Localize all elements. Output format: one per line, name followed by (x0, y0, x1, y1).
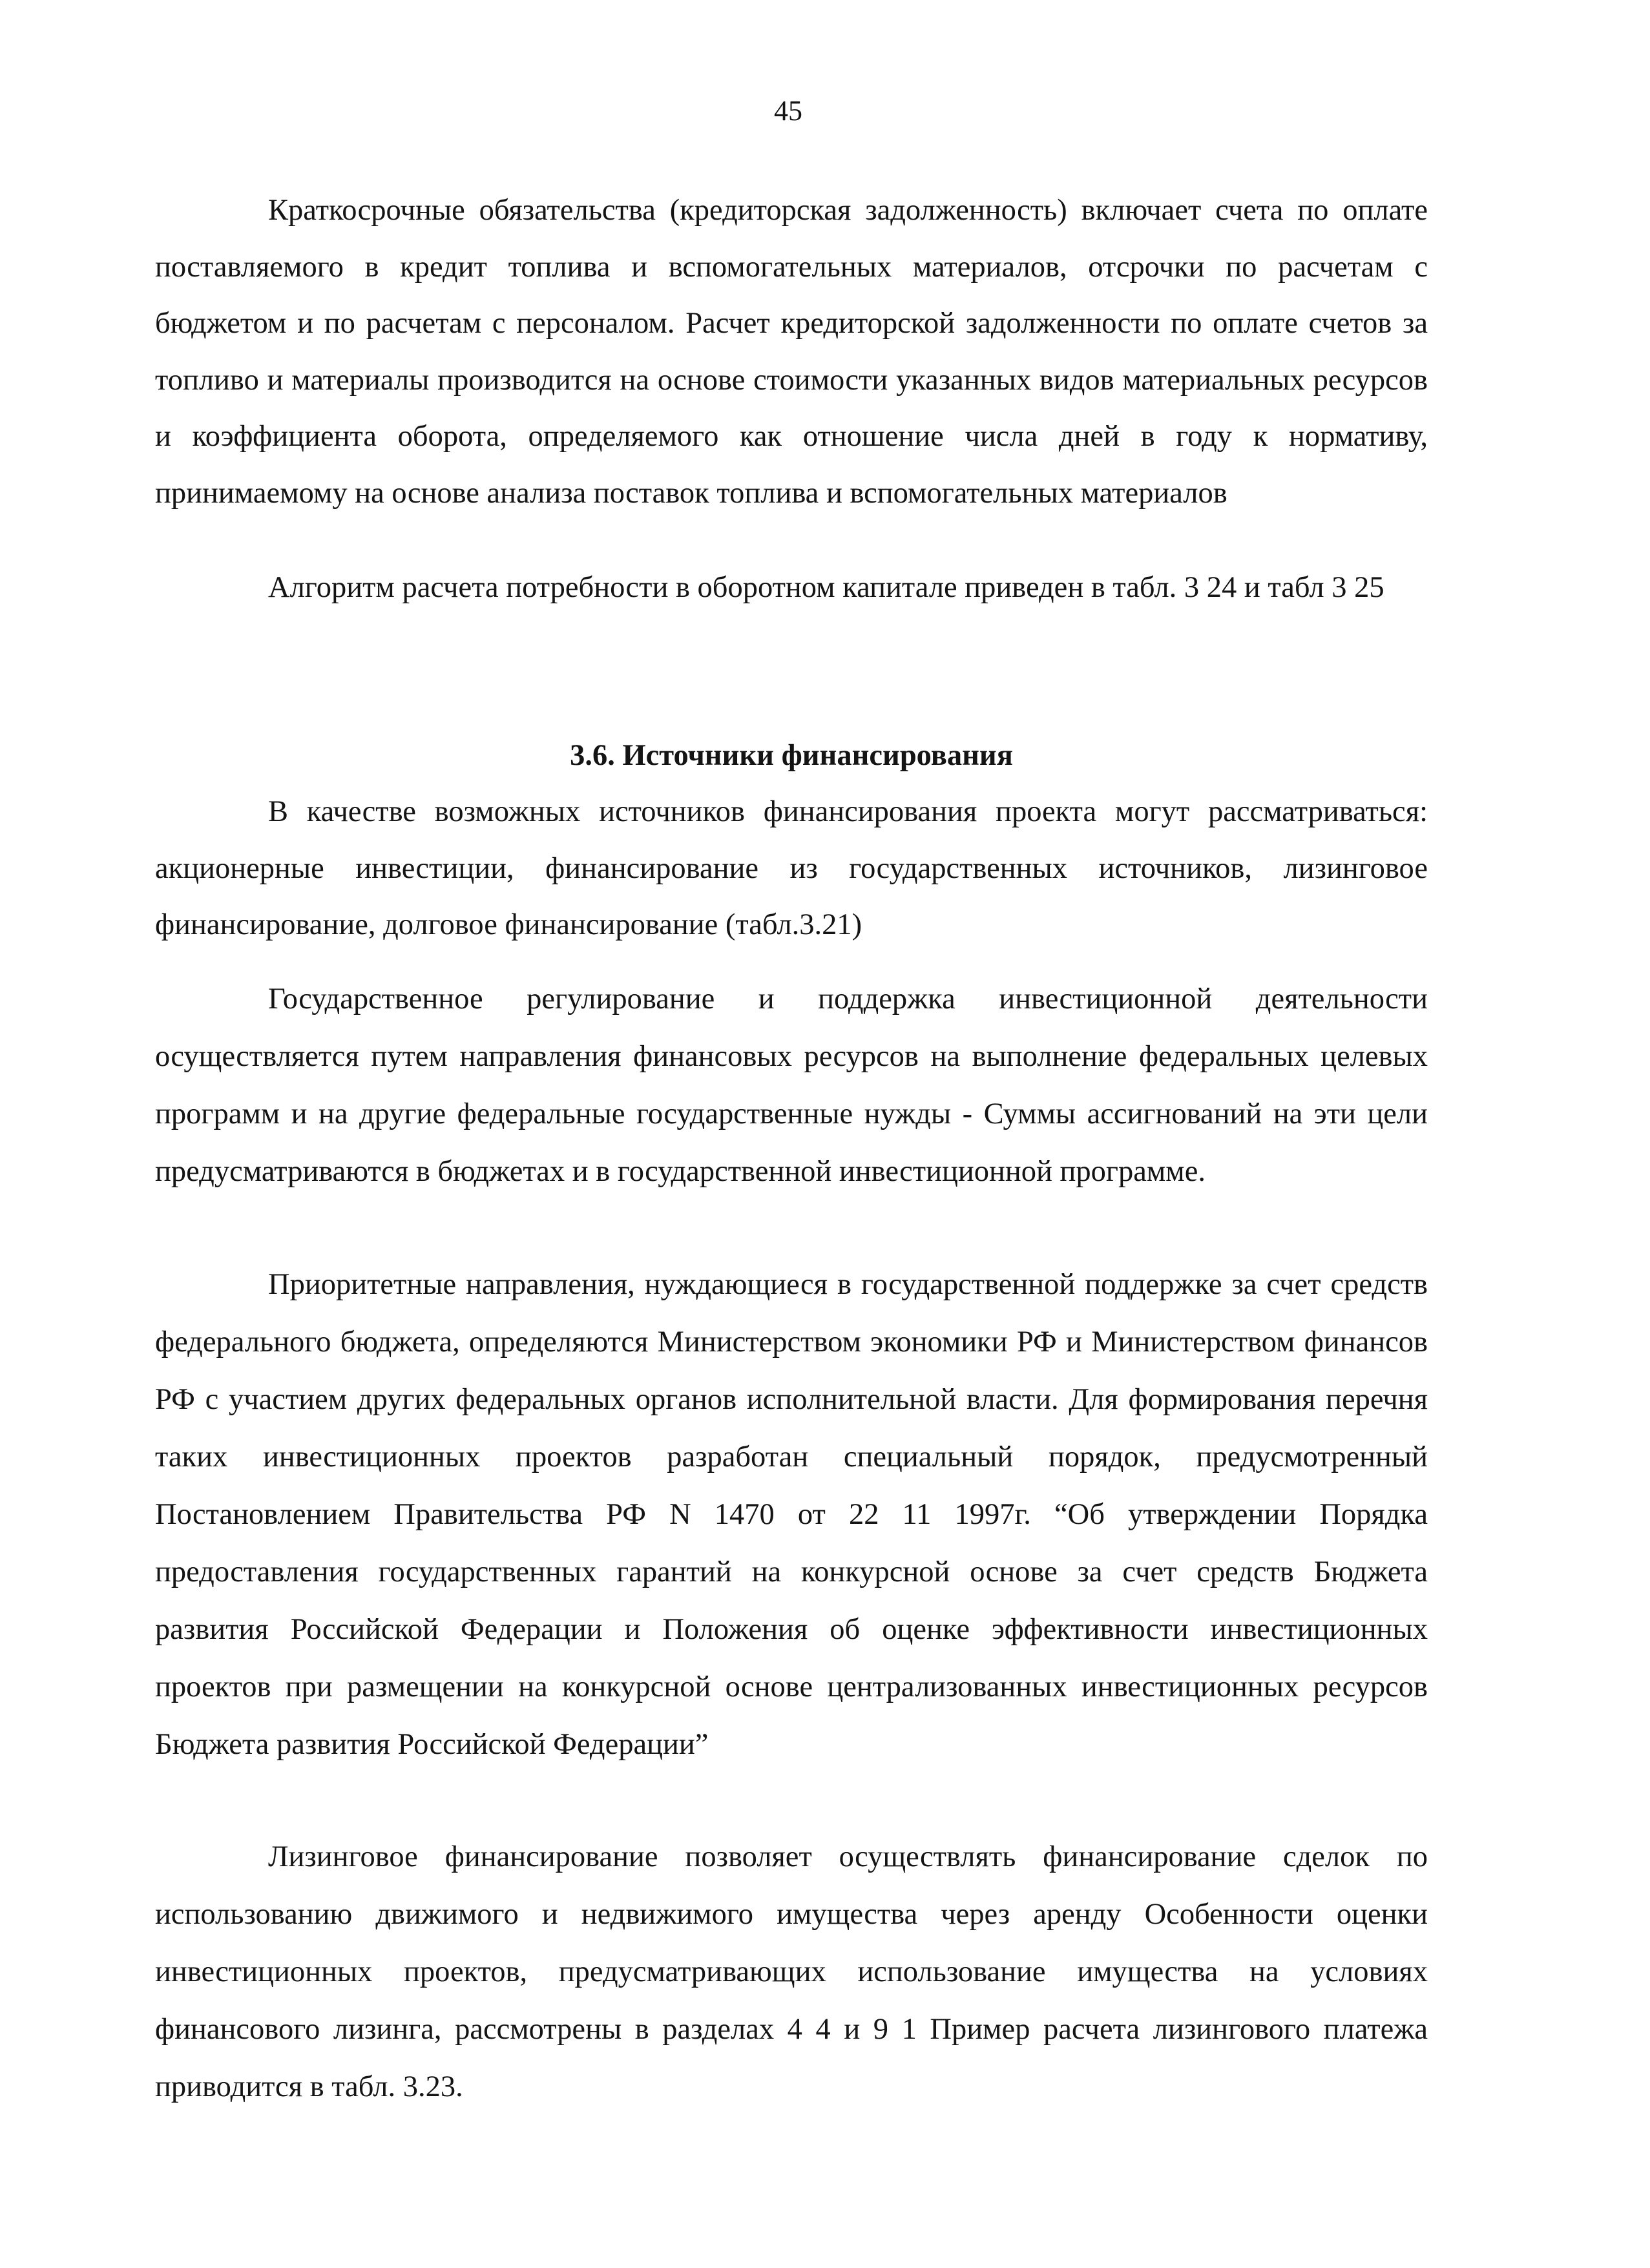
section-heading: 3.6. Источники финансирования (570, 739, 1013, 772)
paragraph-financing-sources: В качестве возможных источников финансирования проекта могут рассматриваться: акционерные инвестиции, финансирование из государственных источников, лизинговое финансирование, долговое финансирование (табл.3.21) (155, 795, 1428, 941)
paragraph-leasing-financing: Лизинговое финансирование позволяет осуществлять финансирование сделок по использованию движимого и недвижимого имущества через аренду Особенности оценки инвестиционных проектов, предусматривающих использование имущества на условиях финансового лизинга, рассмотрены в разделах 4 4 и 9 1 Пример расчета лизингового платежа приводится в табл. 3.23. (155, 1840, 1428, 2103)
paragraph-state-regulation: Государственное регулирование и поддержка инвестиционной деятельности осуществляется путем направления финансовых ресурсов на выполнение федеральных целевых программ и на другие федеральные государственные нужды - Суммы ассигнований на эти цели предусматриваются в бюджетах и в государственной инвестиционной программе. (155, 983, 1428, 1188)
page-number: 45 (774, 95, 802, 127)
paragraph-algorithm-reference: Алгоритм расчета потребности в оборотном капитале приведен в табл. 3 24 и табл 3 25 (268, 571, 1384, 604)
paragraph-short-term-liabilities: Краткосрочные обязательства (кредиторская задолженность) включает счета по оплате поставляемого в кредит топлива и вспомогательных материалов, отсрочки по расчетам с бюджетом и по расчетам с персоналом. Расчет кредиторской задолженности по оплате счетов за топливо и материалы производится на основе стоимости указанных видов материальных ресурсов и коэффициента оборота, определяемого как отношение числа дней в году к нормативу, принимаемому на основе анализа поставок топлива и вспомогательных материалов (155, 194, 1428, 510)
paragraph-priority-directions: Приоритетные направления, нуждающиеся в государственной поддержке за счет средств федерального бюджета, определяются Министерством экономики РФ и Министерством финансов РФ с участием других федеральных органов исполнительной власти. Для формирования перечня таких инвестиционных проектов разработан специальный порядок, предусмотренный Постановлением Правительства РФ N 1470 от 22 11 1997г. “Об утверждении Порядка предоставления государственных гарантий на конкурсной основе за счет средств Бюджета развития Российской Федерации и Положения об оценке эффективности инвестиционных проектов при размещении на конкурсной основе централизованных инвестиционных ресурсов Бюджета развития Российской Федерации” (155, 1268, 1428, 1761)
